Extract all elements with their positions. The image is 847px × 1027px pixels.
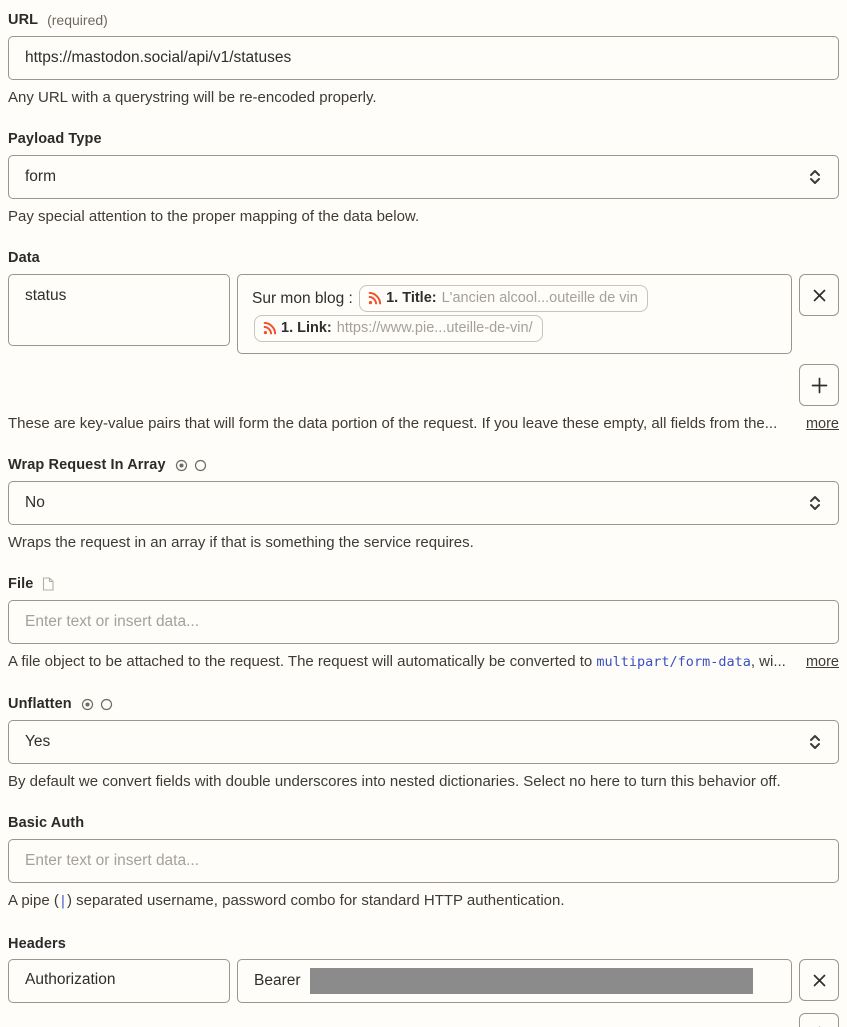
unflatten-section xyxy=(8,696,839,790)
file-icon xyxy=(42,577,54,591)
payload-type-label: Payload Type xyxy=(8,131,102,147)
remove-header-row-button[interactable] xyxy=(799,959,839,1001)
unflatten-select[interactable] xyxy=(8,720,839,764)
header-key-value: Authorization xyxy=(25,971,116,988)
headers-section xyxy=(8,936,839,1027)
chevron-updown-icon xyxy=(808,494,822,512)
file-input[interactable] xyxy=(8,600,839,644)
unflatten-value: Yes xyxy=(25,733,51,750)
data-value-editor[interactable] xyxy=(237,274,792,354)
header-key-input[interactable] xyxy=(8,959,230,1003)
pill-link-label: 1. Link: xyxy=(281,320,332,337)
url-label: URL xyxy=(8,12,39,28)
data-value-prefix: Sur mon blog : xyxy=(252,290,358,307)
radio-selected-icon[interactable] xyxy=(81,698,94,711)
url-input[interactable] xyxy=(8,36,839,80)
payload-type-section xyxy=(8,131,839,225)
remove-data-row-button[interactable] xyxy=(799,274,839,316)
file-label: File xyxy=(8,576,34,592)
plus-icon xyxy=(811,377,828,394)
url-field-section xyxy=(8,12,839,106)
basic-auth-section xyxy=(8,815,839,910)
chevron-updown-icon xyxy=(808,733,822,751)
file-section xyxy=(8,576,839,671)
pill-link-value: https://www.pie...uteille-de-vin/ xyxy=(336,320,533,337)
file-more-link[interactable]: more xyxy=(805,654,839,670)
wrap-request-help-text: Wraps the request in an array if that is something the service requires. xyxy=(8,534,474,551)
data-row xyxy=(8,274,839,354)
payload-type-select[interactable] xyxy=(8,155,839,199)
data-key-value: status xyxy=(25,287,67,304)
pill-title-value: L'ancien alcool...outeille de vin xyxy=(441,290,638,307)
rss-icon xyxy=(263,322,276,335)
redacted-token-block xyxy=(310,968,753,994)
radio-unselected-icon[interactable] xyxy=(194,459,207,472)
wrap-request-value: No xyxy=(25,494,45,511)
mapped-field-pill-title[interactable] xyxy=(359,285,648,312)
payload-type-value: form xyxy=(25,168,56,185)
add-header-row-button[interactable] xyxy=(799,1013,839,1027)
basic-auth-label: Basic Auth xyxy=(8,815,85,831)
data-section xyxy=(8,250,839,433)
unflatten-label: Unflatten xyxy=(8,696,72,712)
headers-row xyxy=(8,959,839,1003)
wrap-request-section xyxy=(8,457,839,551)
basic-auth-input[interactable] xyxy=(8,839,839,883)
wrap-request-label: Wrap Request In Array xyxy=(8,457,166,473)
data-key-input[interactable] xyxy=(8,274,230,346)
url-required-note: (required) xyxy=(47,12,108,28)
payload-type-help-text: Pay special attention to the proper mapping of the data below. xyxy=(8,208,420,225)
headers-label: Headers xyxy=(8,936,66,952)
radio-unselected-icon[interactable] xyxy=(100,698,113,711)
header-value-editor[interactable] xyxy=(237,959,792,1003)
file-help-code: multipart/form-data xyxy=(596,654,751,670)
pill-title-label: 1. Title: xyxy=(386,290,437,307)
basic-auth-help-code: | xyxy=(58,893,68,909)
basic-auth-help-text: A pipe (|) separated username, password combo for standard HTTP authentication. xyxy=(8,892,565,909)
add-data-row-button[interactable] xyxy=(799,364,839,406)
header-value-prefix: Bearer xyxy=(254,972,301,989)
data-more-link[interactable]: more xyxy=(805,416,839,432)
file-help-text: A file object to be attached to the request. The request will automatically be converted to multipart/form-data, wi... xyxy=(8,653,786,670)
rss-icon xyxy=(368,292,381,305)
close-icon xyxy=(812,288,827,303)
wrap-request-select[interactable] xyxy=(8,481,839,525)
close-icon xyxy=(812,973,827,988)
data-help-text: These are key-value pairs that will form the data portion of the request. If you leave these empty, all fields from the... xyxy=(8,415,778,432)
radio-selected-icon[interactable] xyxy=(175,459,188,472)
mapped-field-pill-link[interactable] xyxy=(254,315,543,342)
unflatten-help-text: By default we convert fields with double underscores into nested dictionaries. Select no here to turn this behavior off. xyxy=(8,773,781,790)
data-label: Data xyxy=(8,250,40,266)
url-help-text: Any URL with a querystring will be re-encoded properly. xyxy=(8,89,377,106)
chevron-updown-icon xyxy=(808,168,822,186)
